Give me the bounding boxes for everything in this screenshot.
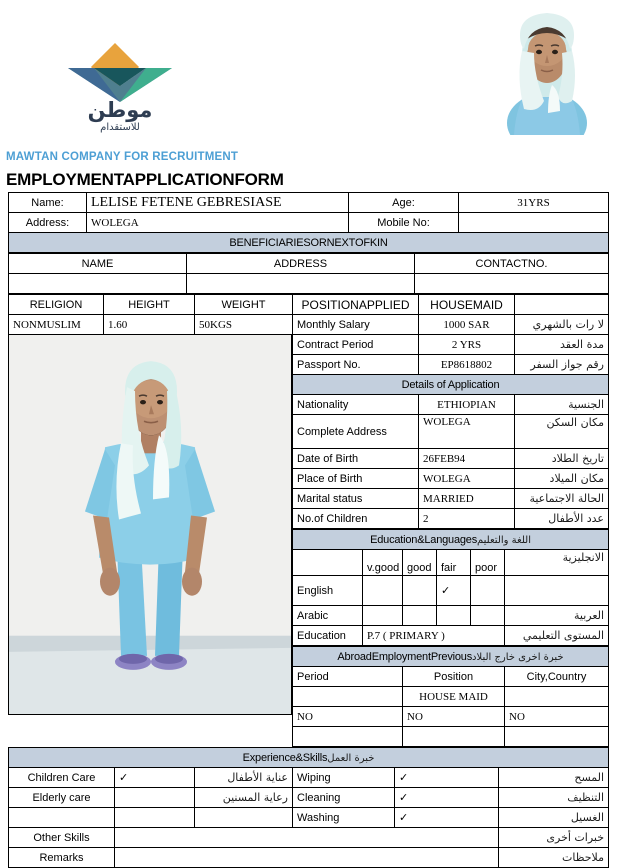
- contract-period-arabic: مدة العقد: [515, 335, 609, 355]
- skill-wiping-label: Wiping: [293, 768, 395, 788]
- skill-children-care-check[interactable]: ✓: [115, 768, 195, 788]
- company-logo: [60, 46, 180, 138]
- complete-address-arabic: مكان السكن: [515, 415, 609, 449]
- table-row: [293, 626, 609, 646]
- abroad-r1-period[interactable]: [293, 687, 403, 707]
- education-section-title: [293, 530, 609, 550]
- applicant-headshot-photo: [494, 5, 600, 135]
- remarks-label: Remarks: [9, 848, 115, 868]
- company-name: MAWTAN COMPANY FOR RECRUITMENT: [6, 151, 239, 163]
- rating-col-poor: poor: [471, 550, 505, 576]
- abroad-r3-period[interactable]: [293, 727, 403, 747]
- abroad-section-title-en: AbroadEmploymentPrevious: [337, 650, 473, 663]
- position-applied-label: POSITIONAPPLIED: [293, 295, 419, 315]
- education-level-value[interactable]: P.7 ( PRIMARY ): [363, 626, 505, 646]
- abroad-r1-city[interactable]: [505, 687, 609, 707]
- position-applied-value[interactable]: HOUSEMAID: [419, 295, 515, 315]
- mobile-label: Mobile No:: [349, 213, 459, 233]
- skill-elderly-care-arabic: رعاية المسنين: [195, 788, 293, 808]
- table-row: [293, 576, 609, 606]
- english-arabic-label: الانجليزية: [505, 550, 609, 576]
- table-row: [293, 295, 609, 315]
- table-row: [293, 489, 609, 509]
- skill-washing-check[interactable]: ✓: [395, 808, 499, 828]
- abroad-r1-position[interactable]: HOUSE MAID: [403, 687, 505, 707]
- abroad-r2-position[interactable]: NO: [403, 707, 505, 727]
- abroad-section-title: [293, 647, 609, 667]
- place-of-birth-label: Place of Birth: [293, 469, 419, 489]
- arabic-fair-check[interactable]: [437, 606, 471, 626]
- details-section-title: Details of Application: [293, 375, 609, 395]
- experience-section-title-en: Experience&Skills: [242, 751, 328, 764]
- remarks-value[interactable]: [115, 848, 499, 868]
- address-label: Address:: [9, 213, 87, 233]
- contract-period-value[interactable]: 2 YRS: [419, 335, 515, 355]
- skill-extra-arabic: [195, 808, 293, 828]
- skill-washing-label: Washing: [293, 808, 395, 828]
- abroad-employment-table: [292, 646, 609, 747]
- table-row: [9, 848, 609, 868]
- table-row: [9, 274, 609, 294]
- english-vgood-check[interactable]: [363, 576, 403, 606]
- religion-value[interactable]: NONMUSLIM: [9, 315, 104, 335]
- monthly-salary-value[interactable]: 1000 SAR: [419, 315, 515, 335]
- experience-section-title-ar: خبرة العمل: [327, 752, 375, 764]
- table-row: [293, 727, 609, 747]
- table-row: [9, 315, 293, 335]
- table-row: [9, 828, 609, 848]
- skill-washing-arabic: الغسيل: [499, 808, 609, 828]
- table-row: [9, 788, 609, 808]
- education-section-title-en: Education&Languages: [370, 533, 477, 546]
- passport-no-value[interactable]: EP8618802: [419, 355, 515, 375]
- abroad-r3-position[interactable]: [403, 727, 505, 747]
- language-english-label: English: [293, 576, 363, 606]
- lang-blank-cell: [293, 550, 363, 576]
- no-of-children-label: No.of Children: [293, 509, 419, 529]
- mobile-value[interactable]: [459, 213, 609, 233]
- right-column: [292, 294, 608, 747]
- no-of-children-value[interactable]: 2: [419, 509, 515, 529]
- table-row: [293, 335, 609, 355]
- table-row: [293, 315, 609, 335]
- skill-extra-check[interactable]: [115, 808, 195, 828]
- date-of-birth-label: Date of Birth: [293, 449, 419, 469]
- table-row: [293, 707, 609, 727]
- other-skills-arabic: خبرات أخرى: [499, 828, 609, 848]
- experience-skills-table: [8, 747, 609, 868]
- other-skills-value[interactable]: [115, 828, 499, 848]
- nationality-arabic: الجنسية: [515, 395, 609, 415]
- other-skills-label: Other Skills: [9, 828, 115, 848]
- logo-chevron-icon: [68, 68, 172, 102]
- height-label: HEIGHT: [104, 295, 195, 315]
- table-row: [9, 768, 609, 788]
- table-row: [293, 667, 609, 687]
- identity-table: [8, 192, 609, 253]
- table-row: [9, 295, 293, 315]
- table-row: [293, 375, 609, 395]
- left-column: [8, 294, 292, 747]
- abroad-col-city-country: City,Country: [505, 667, 609, 687]
- abroad-r2-city[interactable]: NO: [505, 707, 609, 727]
- skill-elderly-care-label: Elderly care: [9, 788, 115, 808]
- applicant-fullbody-photo: [8, 335, 292, 715]
- date-of-birth-arabic: تاريخ الطلاد: [515, 449, 609, 469]
- complete-address-value[interactable]: WOLEGA: [419, 415, 515, 449]
- rating-col-good: good: [403, 550, 437, 576]
- english-poor-check[interactable]: [471, 576, 505, 606]
- english-good-check[interactable]: [403, 576, 437, 606]
- rating-col-fair: fair: [437, 550, 471, 576]
- abroad-col-period: Period: [293, 667, 403, 687]
- arabic-poor-check[interactable]: [471, 606, 505, 626]
- arabic-vgood-check[interactable]: [363, 606, 403, 626]
- remarks-arabic: ملاحظات: [499, 848, 609, 868]
- table-row: [293, 415, 609, 449]
- education-level-arabic: المستوى التعليمي: [505, 626, 609, 646]
- arabic-row-arabic: العربية: [505, 606, 609, 626]
- abroad-r2-period[interactable]: NO: [293, 707, 403, 727]
- education-level-label: Education: [293, 626, 363, 646]
- arabic-good-check[interactable]: [403, 606, 437, 626]
- religion-label: RELIGION: [9, 295, 104, 315]
- table-row: [9, 748, 609, 768]
- skill-elderly-care-check[interactable]: [115, 788, 195, 808]
- table-row: [293, 687, 609, 707]
- table-row: [293, 469, 609, 489]
- position-table: [292, 294, 609, 529]
- beneficiary-col-address: ADDRESS: [187, 254, 415, 274]
- place-of-birth-arabic: مكان الميلاد: [515, 469, 609, 489]
- place-of-birth-value[interactable]: WOLEGA: [419, 469, 515, 489]
- table-row: [9, 213, 609, 233]
- english-row-arabic: [505, 576, 609, 606]
- table-row: [9, 254, 609, 274]
- skill-extra-label: [9, 808, 115, 828]
- name-label: Name:: [9, 193, 87, 213]
- language-arabic-label: Arabic: [293, 606, 363, 626]
- height-value[interactable]: 1.60: [104, 315, 195, 335]
- passport-no-arabic: رقم جواز السفر: [515, 355, 609, 375]
- beneficiary-contact-value[interactable]: [415, 274, 609, 294]
- age-value[interactable]: 31YRS: [459, 193, 609, 213]
- abroad-r3-city[interactable]: [505, 727, 609, 747]
- table-row: [293, 509, 609, 529]
- skill-cleaning-check[interactable]: ✓: [395, 788, 499, 808]
- monthly-salary-arabic: لا رات بالشهري: [515, 315, 609, 335]
- age-label: Age:: [349, 193, 459, 213]
- table-row: [9, 233, 609, 253]
- education-section-title-ar: اللغة والتعليم: [477, 534, 531, 546]
- passport-no-label: Passport No.: [293, 355, 419, 375]
- table-row: [293, 449, 609, 469]
- address-value[interactable]: WOLEGA: [87, 213, 349, 233]
- contract-period-label: Contract Period: [293, 335, 419, 355]
- abroad-col-position: Position: [403, 667, 505, 687]
- logo-arabic-sub: للاستقدام: [100, 122, 140, 133]
- table-row: [293, 606, 609, 626]
- beneficiary-address-value[interactable]: [187, 274, 415, 294]
- physical-table: [8, 294, 293, 335]
- skill-wiping-check[interactable]: ✓: [395, 768, 499, 788]
- experience-section-title: [9, 748, 609, 768]
- nationality-value[interactable]: ETHIOPIAN: [419, 395, 515, 415]
- table-row: [293, 355, 609, 375]
- weight-value[interactable]: 50KGS: [195, 315, 293, 335]
- beneficiaries-section-title: BENEFICIARIESORNEXTOFKIN: [9, 233, 609, 253]
- weight-label: WEIGHT: [195, 295, 293, 315]
- logo-arabic-main: موطن: [87, 98, 153, 122]
- page-header: [0, 0, 618, 189]
- education-languages-table: [292, 529, 609, 646]
- marital-status-value[interactable]: MARRIED: [419, 489, 515, 509]
- name-value[interactable]: LELISE FETENE GEBRESIASE: [87, 193, 349, 213]
- skill-wiping-arabic: المسح: [499, 768, 609, 788]
- table-row: [293, 550, 609, 576]
- rating-col-vgood: v.good: [363, 550, 403, 576]
- no-of-children-arabic: عدد الأطفال: [515, 509, 609, 529]
- beneficiary-name-value[interactable]: [9, 274, 187, 294]
- nationality-label: Nationality: [293, 395, 419, 415]
- middle-section: [8, 294, 608, 747]
- table-row: [9, 193, 609, 213]
- marital-status-label: Marital status: [293, 489, 419, 509]
- skill-cleaning-label: Cleaning: [293, 788, 395, 808]
- position-applied-extra: [515, 295, 609, 315]
- abroad-section-title-ar: خبرة اخرى خارج البلاد: [472, 651, 564, 663]
- skill-children-care-label: Children Care: [9, 768, 115, 788]
- complete-address-label: Complete Address: [293, 415, 419, 449]
- english-fair-check[interactable]: ✓: [437, 576, 471, 606]
- table-row: [293, 647, 609, 667]
- table-row: [293, 530, 609, 550]
- skill-children-care-arabic: عناية الأطفال: [195, 768, 293, 788]
- date-of-birth-value[interactable]: 26FEB94: [419, 449, 515, 469]
- skill-cleaning-arabic: التنظيف: [499, 788, 609, 808]
- page-title: EMPLOYMENTAPPLICATIONFORM: [6, 170, 284, 189]
- marital-status-arabic: الحالة الاجتماعية: [515, 489, 609, 509]
- beneficiary-col-name: NAME: [9, 254, 187, 274]
- application-form-sheet: [8, 192, 608, 868]
- table-row: [293, 395, 609, 415]
- table-row: [9, 808, 609, 828]
- beneficiary-col-contact: CONTACTNO.: [415, 254, 609, 274]
- beneficiaries-table: [8, 253, 609, 294]
- monthly-salary-label: Monthly Salary: [293, 315, 419, 335]
